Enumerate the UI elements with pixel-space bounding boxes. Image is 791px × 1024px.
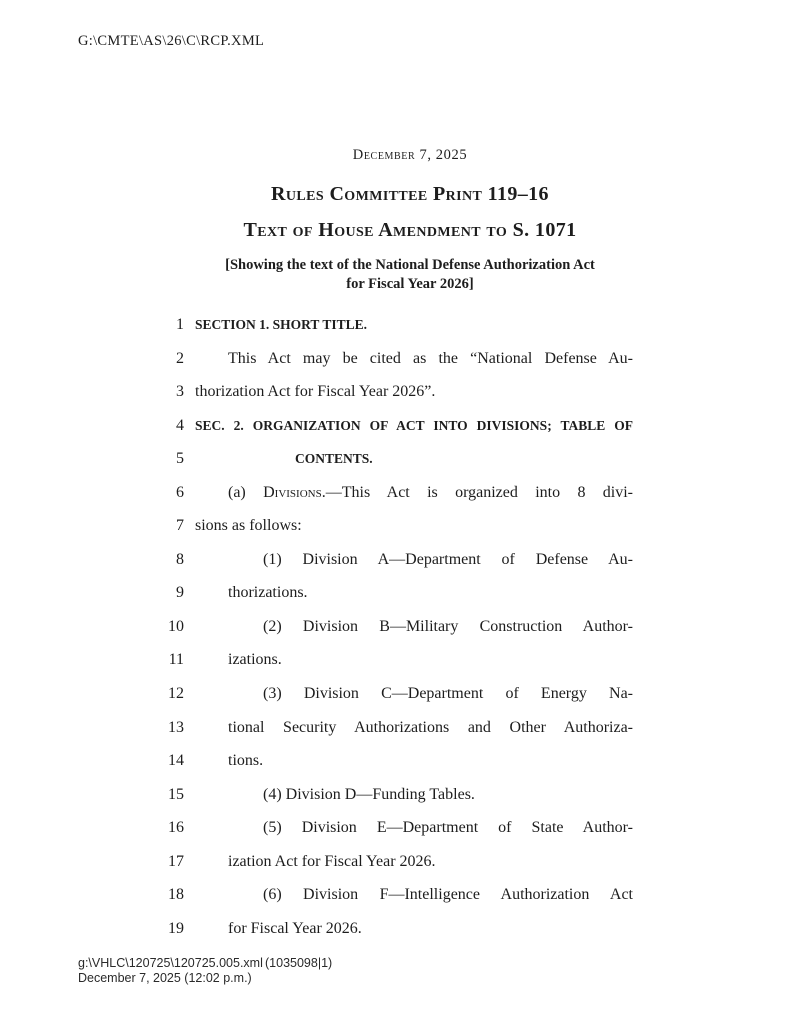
- text-line: [0, 677, 791, 711]
- text-segment: tional Security Authorizations and Other Authoriza-: [228, 718, 633, 736]
- text-line: [0, 878, 791, 912]
- text-line: [0, 509, 791, 543]
- text-segment: CONTENTS.: [295, 451, 373, 467]
- footer-datetime: December 7, 2025 (12:02 p.m.): [78, 971, 252, 985]
- text-segment: (2) Division B—Military Construction Author-: [263, 617, 633, 635]
- line-number: 14: [168, 752, 184, 770]
- line-number: 16: [168, 819, 184, 837]
- line-number: 7: [176, 517, 184, 535]
- line-number: 1: [176, 316, 184, 333]
- line-text: [195, 308, 633, 342]
- text-line: [0, 711, 791, 745]
- text-segment: sions as follows:: [195, 517, 302, 535]
- line-number: 13: [168, 718, 184, 736]
- line-number: 6: [176, 483, 184, 501]
- line-text: [195, 409, 633, 443]
- footer-block: [78, 956, 263, 986]
- line-text: [195, 711, 633, 745]
- text-segment: izations.: [228, 651, 282, 669]
- footer-file-path: g:\VHLC\120725\120725.005.xml: [78, 956, 263, 970]
- text-line: [0, 576, 791, 610]
- text-line: [0, 442, 791, 476]
- text-segment: (6) Division F—Intelligence Authorization Act: [263, 886, 633, 904]
- bill-text: [0, 308, 791, 945]
- text-segment: for Fiscal Year 2026.: [228, 919, 362, 937]
- text-line: [0, 778, 791, 812]
- text-line: [0, 308, 791, 342]
- line-number: 18: [168, 886, 184, 904]
- line-text: [195, 677, 633, 711]
- text-line: [0, 342, 791, 376]
- date-line: December 7, 2025: [352, 147, 468, 163]
- line-number: 5: [176, 450, 184, 468]
- document-title-amendment: Text of House Amendment to S. 1071: [243, 219, 577, 241]
- bracket-note-line2: for Fiscal Year 2026]: [346, 275, 474, 292]
- text-line: [0, 744, 791, 778]
- text-segment: (5) Division E—Department of State Author-: [263, 819, 633, 837]
- line-text: [195, 610, 633, 644]
- footer-print-id: (1035098|1): [265, 956, 333, 970]
- line-number: 3: [176, 383, 184, 401]
- text-line: [0, 912, 791, 946]
- text-segment: .—This Act is organized into 8 divi-: [321, 483, 634, 501]
- text-line: [0, 409, 791, 443]
- text-line: [0, 476, 791, 510]
- text-segment: (a): [228, 483, 264, 501]
- line-number: 12: [168, 685, 184, 703]
- line-text: [195, 643, 633, 677]
- text-line: [0, 845, 791, 879]
- text-segment: thorizations.: [228, 584, 308, 602]
- small-caps-text: Divisions: [263, 483, 322, 501]
- line-text: [195, 476, 633, 510]
- line-text: [195, 811, 633, 845]
- bracket-note-line1: [Showing the text of the National Defense Authorization Act: [225, 257, 595, 273]
- text-segment: (3) Division C—Department of Energy Na-: [263, 685, 633, 703]
- text-line: [0, 375, 791, 409]
- line-number: 11: [168, 651, 184, 669]
- header-file-path: G:\CMTE\AS\26\C\RCP.XML: [78, 33, 265, 49]
- text-segment: ization Act for Fiscal Year 2026.: [228, 852, 436, 870]
- line-number: 2: [176, 349, 184, 367]
- line-text: [195, 442, 633, 476]
- text-segment: SEC. 2. ORGANIZATION OF ACT INTO DIVISIONS; TABLE OF: [195, 417, 633, 433]
- line-number: 10: [168, 617, 184, 635]
- line-number: 4: [176, 416, 184, 434]
- line-text: [195, 509, 633, 543]
- text-segment: SECTION 1. SHORT TITLE.: [195, 317, 367, 332]
- line-text: [195, 744, 633, 778]
- text-segment: tions.: [228, 752, 264, 770]
- text-segment: thorization Act for Fiscal Year 2026”.: [195, 383, 436, 401]
- text-line: [0, 643, 791, 677]
- text-line: [0, 610, 791, 644]
- line-text: [195, 576, 633, 610]
- line-number: 17: [168, 852, 184, 870]
- line-text: [195, 845, 633, 879]
- line-text: [195, 342, 633, 376]
- line-number: 9: [176, 584, 184, 602]
- text-segment: (1) Division A—Department of Defense Au-: [263, 550, 633, 568]
- text-segment: (4) Division D—Funding Tables.: [263, 785, 475, 803]
- line-text: [195, 778, 633, 812]
- bracket-note: [180, 256, 640, 293]
- line-text: [195, 543, 633, 577]
- text-line: [0, 543, 791, 577]
- line-text: [195, 375, 633, 409]
- line-number: 19: [168, 919, 184, 937]
- line-text: [195, 912, 633, 946]
- line-number: 8: [176, 550, 184, 568]
- text-line: [0, 811, 791, 845]
- line-text: [195, 878, 633, 912]
- line-number: 15: [168, 785, 184, 803]
- text-segment: This Act may be cited as the “National Defense Au-: [228, 349, 633, 367]
- document-title-print-number: Rules Committee Print 119–16: [271, 183, 549, 205]
